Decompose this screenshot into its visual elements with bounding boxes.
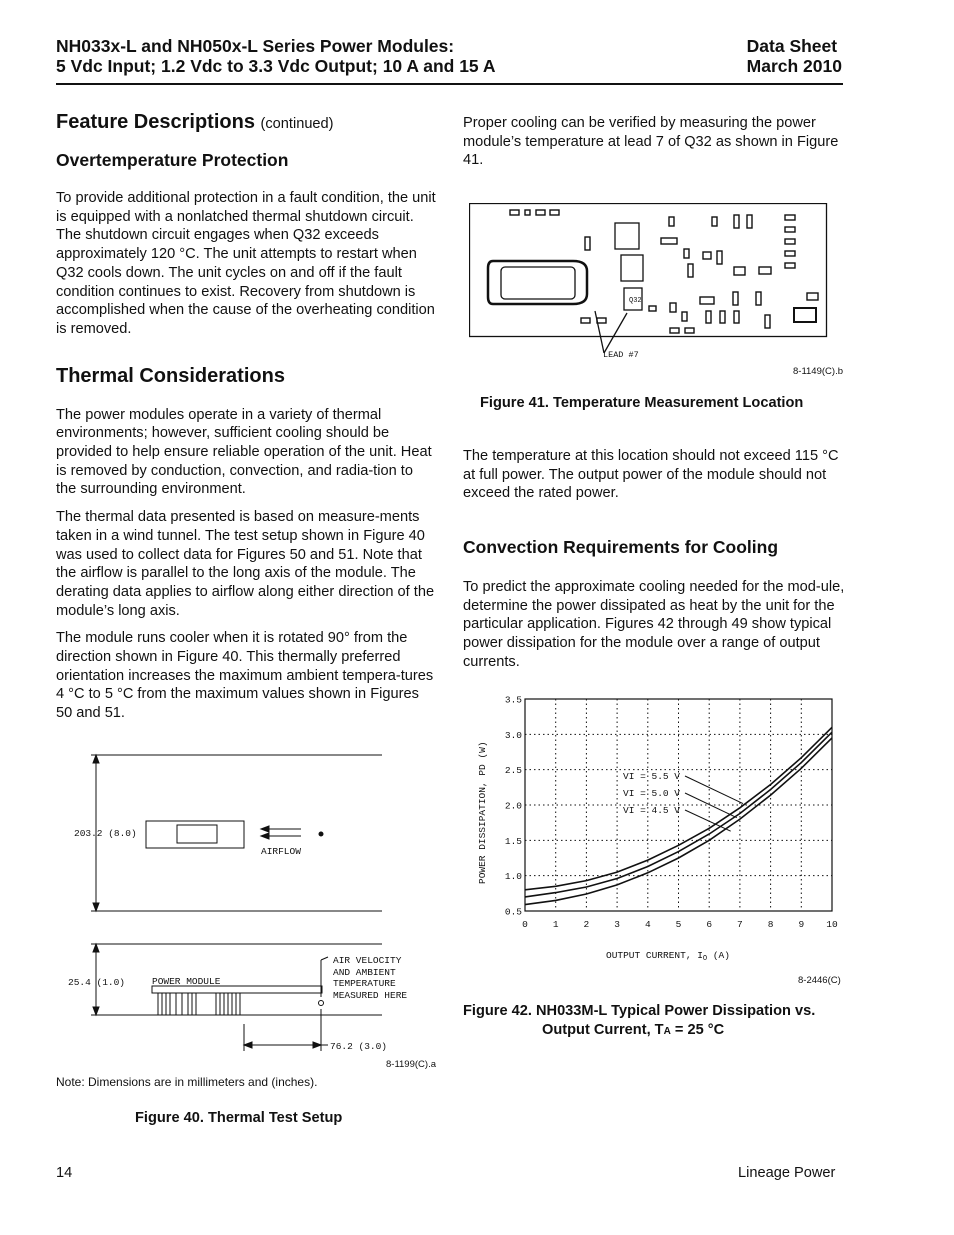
x-tick-label: 9	[798, 919, 805, 930]
chart-y-axis-label: POWER DISSIPATION, PD (W)	[477, 741, 488, 884]
left-column	[56, 111, 436, 732]
overtemp-heading: Overtemperature Protection	[56, 150, 289, 170]
y-tick-label: 0.5	[504, 906, 522, 918]
doc-date: March 2010	[746, 56, 842, 76]
x-tick-label: 5	[675, 919, 682, 930]
fig41-lead: LEAD #7	[603, 350, 639, 360]
feature-cont: (continued)	[260, 116, 334, 132]
header-title-line1: NH033x-L and NH050x-L Series Power Modules:	[56, 36, 455, 56]
x-tick-label: 7	[737, 919, 743, 930]
company-name: Lineage Power	[738, 1165, 836, 1181]
fig40-dim-side: 25.4 (1.0)	[68, 977, 126, 988]
legend-leader	[685, 776, 743, 804]
fig40-power-module: POWER MODULE	[152, 976, 221, 987]
figure-40-diagram	[56, 745, 446, 1075]
fig41-q32: Q32	[629, 297, 642, 305]
fig40-dim-bottom: 76.2 (3.0)	[330, 1041, 388, 1052]
y-tick-label: 3.5	[504, 694, 522, 706]
fig41-caption: Figure 41. Temperature Measurement Location	[480, 395, 804, 411]
thermal-p2: The thermal data presented is based on measure-ments taken in a wind tunnel. The test setup shown in Figure 40 was used to collect data for Figures 50 and 51. Note that the airflow is parallel to the long axis of the module. The derating data applies to airflow along either direction of the module’s long axis.	[56, 509, 435, 619]
header-title	[56, 36, 496, 76]
fig42-code: 8-2446(C)	[798, 975, 841, 986]
thermal-heading: Thermal Considerations	[56, 364, 285, 387]
fig40-airflow: AIRFLOW	[261, 846, 301, 857]
header-meta	[747, 36, 842, 76]
legend-leader	[685, 810, 731, 831]
y-tick-label: 1.5	[504, 835, 522, 847]
thermal-text	[56, 406, 436, 723]
page-number: 14	[56, 1165, 73, 1181]
chart-x-axis-label: OUTPUT CURRENT, $I_O$ (A)	[606, 950, 730, 963]
header-title-line2: 5 Vdc Input; 1.2 Vdc to 3.3 Vdc Output; 10 A and 15 A	[56, 56, 496, 76]
fig40-caption: Figure 40. Thermal Test Setup	[135, 1110, 343, 1126]
x-tick-label: 4	[644, 919, 651, 930]
x-tick-label: 8	[767, 919, 774, 930]
x-tick-label: 6	[706, 919, 713, 930]
fig40-air-velocity-4: MEASURED HERE	[333, 990, 408, 1001]
x-tick-label: 1	[552, 919, 559, 930]
fig40-air-velocity-3: TEMPERATURE	[333, 978, 396, 989]
figure-41-diagram	[469, 203, 829, 368]
legend-vi-5-5: VI = 5.5 V	[623, 771, 681, 782]
legend-vi-5-0: VI = 5.0 V	[623, 788, 681, 799]
fig41-code: 8-1149(C).b	[793, 366, 843, 377]
fig40-code: 8-1199(C).a	[386, 1059, 436, 1070]
fig40-air-velocity-2: AND AMBIENT	[333, 967, 396, 978]
fig40-air-velocity-1: AIR VELOCITY	[333, 955, 402, 966]
temp-text: The temperature at this location should not exceed 115 °C at full power. The output power of the module should not exceed the rated power.	[463, 448, 839, 502]
legend-vi-4-5: VI = 4.5 V	[623, 805, 681, 816]
cooling-text: Proper cooling can be verified by measuring the power module’s temperature at lead 7 of Q32 as shown in Figure 41.	[463, 115, 839, 169]
figure-42-chart	[470, 692, 848, 967]
feature-title: Feature Descriptions (continued)	[56, 111, 334, 133]
y-tick-label: 3.0	[504, 729, 522, 741]
x-tick-label: 2	[583, 919, 590, 930]
convection-heading: Convection Requirements for Cooling	[463, 537, 779, 557]
fig40-note: Note: Dimensions are in millimeters and (inches).	[56, 1075, 318, 1089]
thermal-p3: The module runs cooler when it is rotated 90° from the direction shown in Figure 40. This thermally preferred orientation increases the maximum ambient tempera-tures 4 °C to 5 °C from the maximum values shown in Figures 50 and 51.	[56, 630, 434, 722]
doc-type: Data Sheet	[746, 36, 838, 56]
fig42-caption-line1: Figure 42. NH033M-L Typical Power Dissipation vs.	[463, 1003, 816, 1019]
overtemp-text: To provide additional protection in a fault condition, the unit is equipped with a nonlatched thermal shutdown circuit. The shutdown circuit engages when Q32 exceeds approximately 120 °C. The unit attempts to restart when Q32 cools down. The unit cycles on and off if the fault condition continues to exist. Recovery from shutdown is accomplished when the cause of the overheating condition is removed.	[56, 190, 436, 337]
x-tick-label: 0	[522, 919, 528, 930]
y-tick-label: 2.0	[504, 800, 522, 812]
thermal-p1: The power modules operate in a variety of thermal environments; however, sufficient cooling should be provided to help ensure reliable operation of the unit. Heat is removed by conduction, convection, and radia-tion to the surrounding environment.	[56, 406, 432, 498]
x-tick-label: 10	[826, 919, 838, 930]
y-tick-label: 2.5	[504, 765, 522, 777]
y-tick-label: 1.0	[504, 871, 522, 883]
fig40-dim-top: 203.2 (8.0)	[74, 828, 137, 839]
fig42-caption-line2: Output Current, TA = 25 °C	[542, 1022, 725, 1038]
convection-text: To predict the approximate cooling needed for the mod-ule, determine the power dissipated as heat by the unit for the particular application. Figures 42 through 49 show typical power dissipation for the module over a range of output currents.	[463, 579, 845, 670]
x-tick-label: 3	[614, 919, 620, 930]
header-rule	[56, 83, 843, 85]
